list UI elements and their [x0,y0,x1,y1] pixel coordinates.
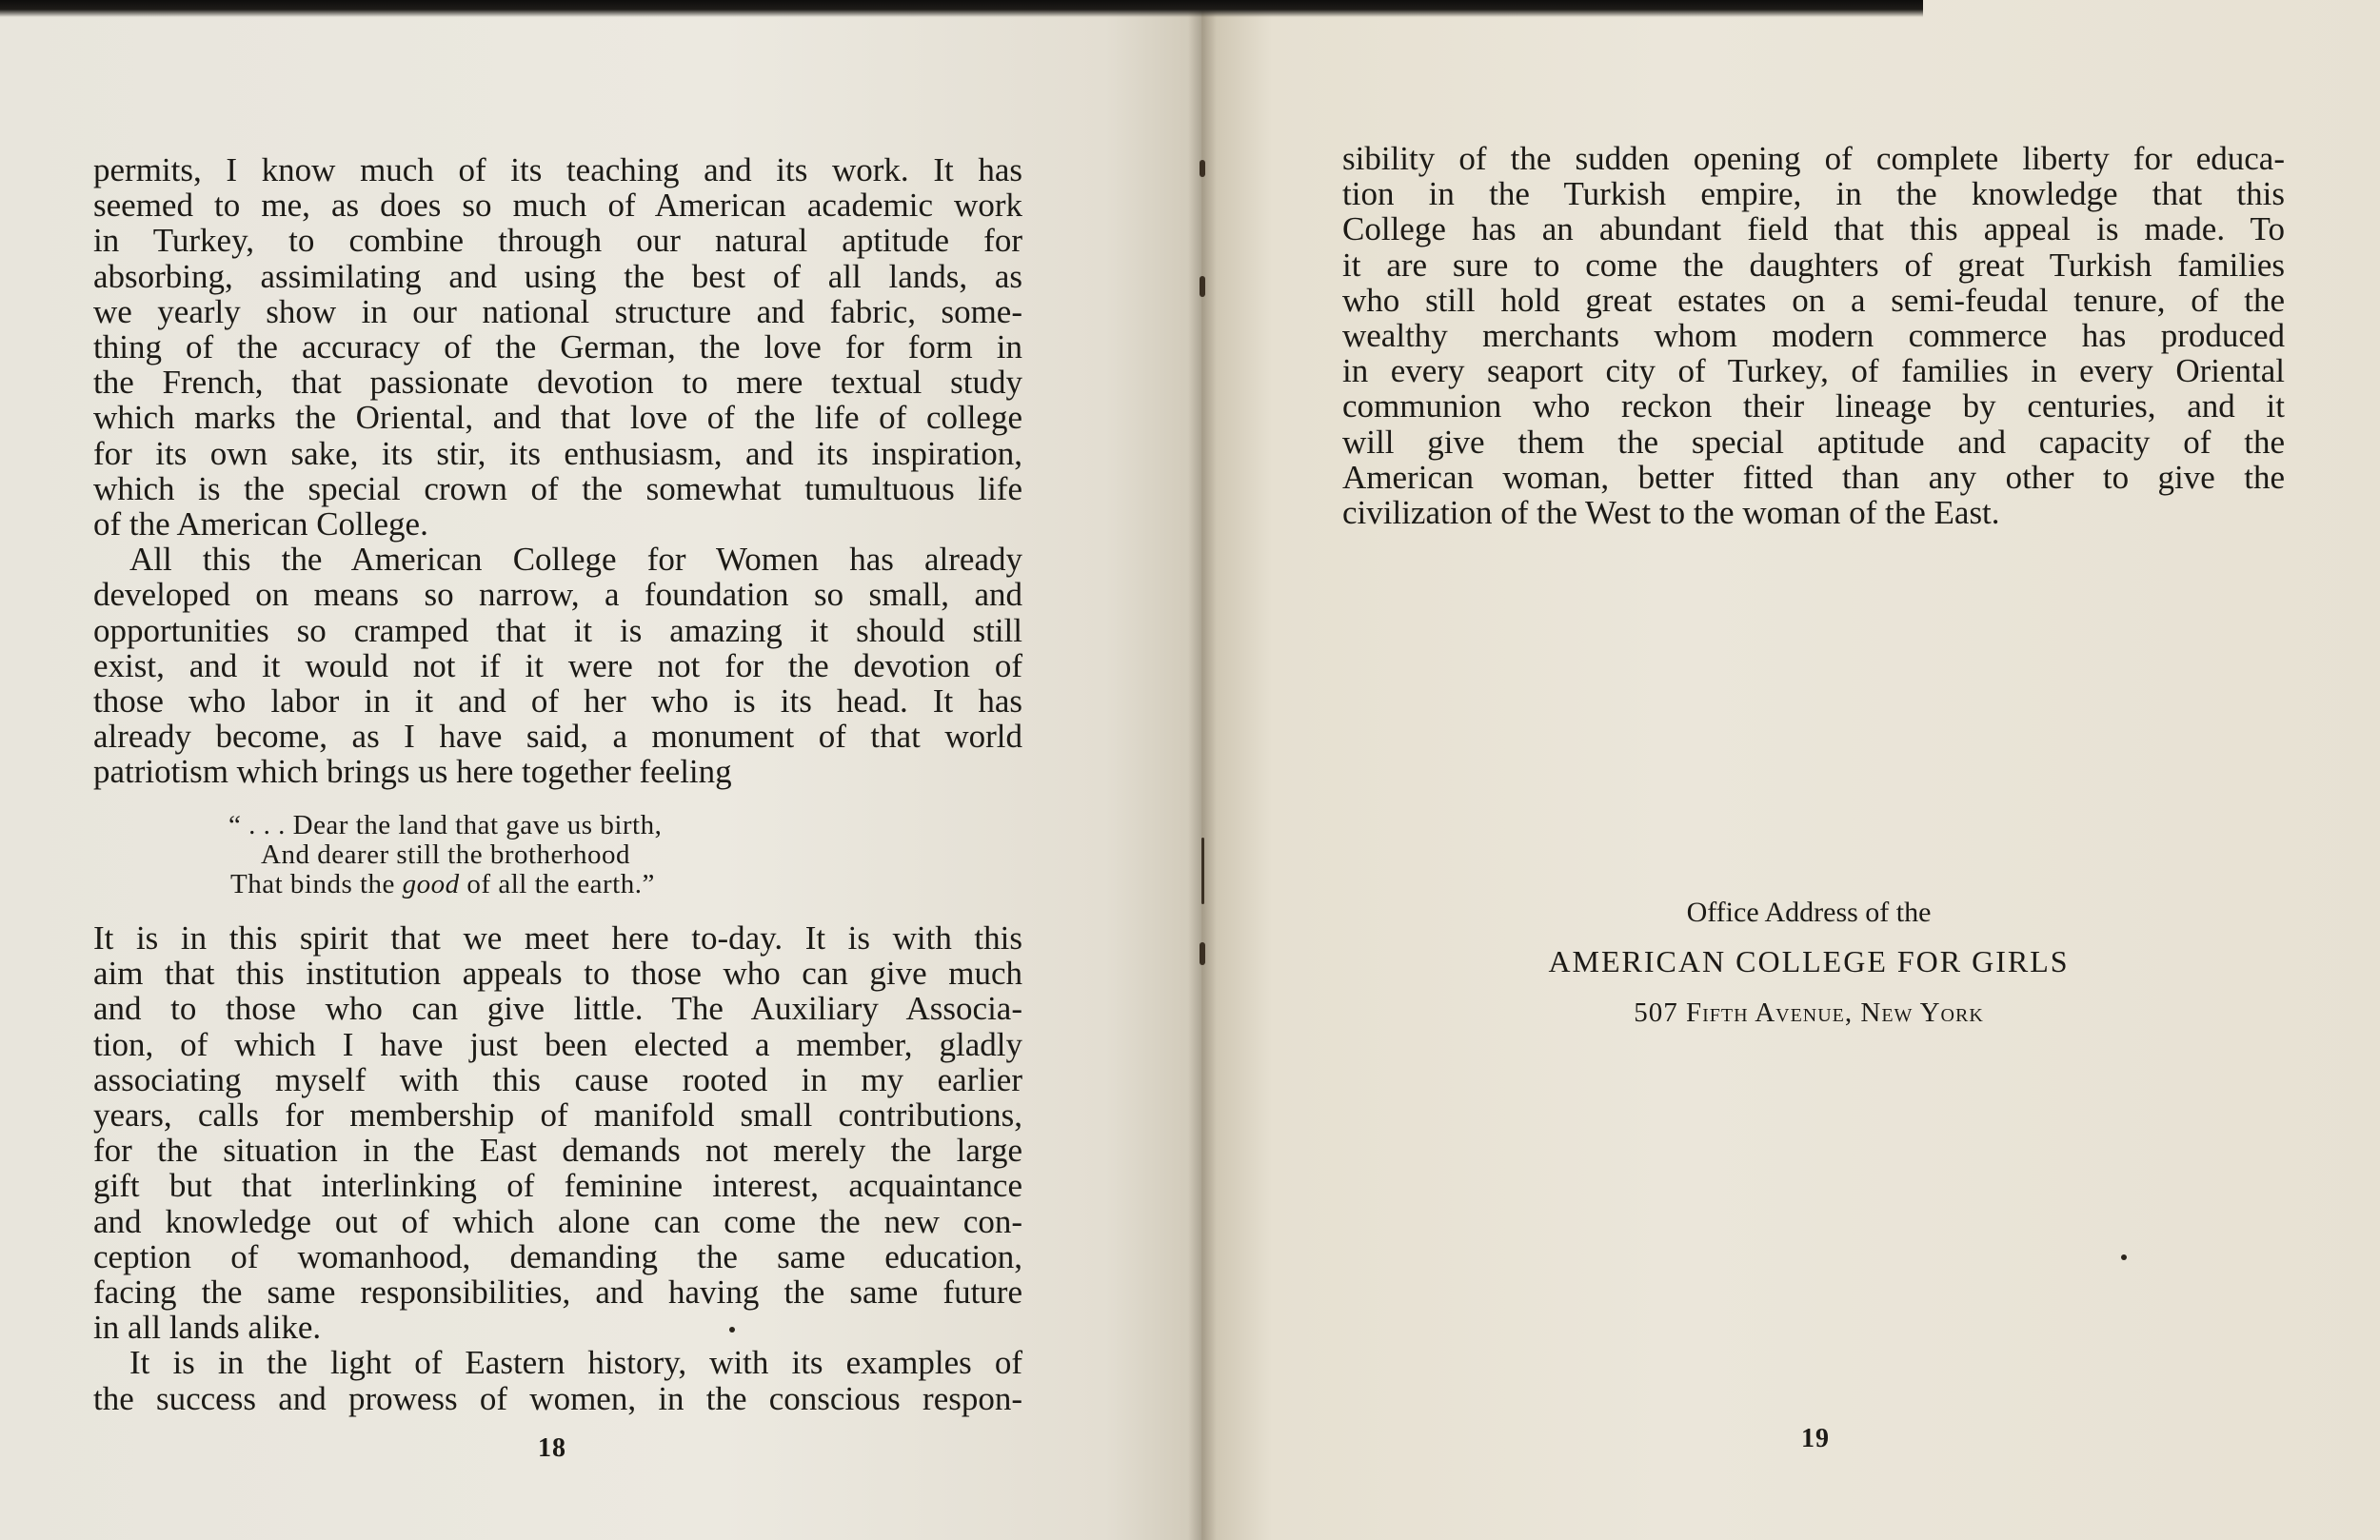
text-line: it are sure to come the daughters of great Turkish families [1342,246,2285,284]
verse-line: And dearer still the brotherhood [261,839,631,870]
text-line: facing the same responsibilities, and having the same future [93,1273,1022,1312]
text-line: thing of the accuracy of the German, the love for form in [93,328,1022,366]
text-line: patriotism which brings us here together feeling [93,753,732,791]
text-line: the success and prowess of women, in the conscious respon- [93,1379,1022,1417]
text-line: for its own sake, its stir, its enthusiasm, and its inspiration, [93,434,1022,472]
text-line: permits, I know much of its teaching and its work. It has [93,151,1022,188]
text-line: wealthy merchants whom modern commerce has produced [1342,317,2285,355]
text-line: in Turkey, to combine through our natural aptitude for [93,222,1022,260]
paper-speck [2121,1254,2127,1260]
text-line: absorbing, assimilating and using the best of all lands, as [93,257,1022,295]
text-line: of the American College. [93,505,428,543]
text-line: seemed to me, as does so much of American academic work [93,187,1022,225]
paragraph-3 [93,920,1022,1345]
text-line: in all lands alike. [93,1309,322,1347]
text-line: which is the special crown of the somewhat tumultuous life [93,469,1022,507]
text-line: years, calls for membership of manifold small contributions, [93,1096,1022,1135]
left-page-body-continued [93,920,1022,1416]
verse-line: That binds the good of all the earth.” [230,869,655,899]
text-line: tion in the Turkish empire, in the knowledge that this [1342,175,2285,213]
text-line: gift but that interlinking of feminine interest, acquaintance [93,1167,1022,1205]
text-line: College has an abundant field that this appeal is made. To [1342,210,2285,248]
text-line: tion, of which I have just been elected a member, gladly [93,1025,1022,1063]
text-line: and knowledge out of which alone can come the new con- [93,1202,1022,1240]
text-line: associating myself with this cause rooted in my earlier [93,1060,1022,1098]
text-line: already become, as I have said, a monument of that world [93,718,1022,756]
text-line: which marks the Oriental, and that love of the life of college [93,399,1022,437]
paragraph-4 [93,1345,1022,1415]
left-page-body [93,152,1022,790]
street-address: 507 Fifth Avenue, New York [1634,997,1984,1028]
text-line: developed on means so narrow, a foundation so small, and [93,576,1022,614]
quoted-verse [228,811,952,899]
paper-speck [729,1327,735,1333]
institution-name: AMERICAN COLLEGE FOR GIRLS [1548,944,2070,978]
right-page [1201,0,2380,1540]
binding-stitch [1200,276,1205,297]
page-number-left: 18 [538,1433,566,1463]
text-line: for the situation in the East demands not merely the large [93,1132,1022,1170]
text-line: the French, that passionate devotion to mere textual study [93,364,1022,402]
text-line: those who labor in it and of her who is its head. It has [93,682,1022,721]
paragraph-1 [93,152,1022,542]
text-line: in every seaport city of Turkey, of families in every Oriental [1342,352,2285,390]
text-line: exist, and it would not if it were not for the devotion of [93,646,1022,684]
top-edge-shadow [0,0,1923,17]
text-line: who still hold great estates on a semi-feudal tenure, of the [1342,281,2285,319]
page-number-right: 19 [1801,1424,1830,1453]
text-line: civilization of the West to the woman of the East. [1342,494,2000,532]
text-line: It is in this spirit that we meet here to-day. It is with this [93,919,1022,957]
binding-stitch [1200,942,1205,965]
text-line: communion who reckon their lineage by centuries, and it [1342,387,2285,425]
text-line: opportunities so cramped that it is amazing it should still [93,611,1022,649]
text-line: we yearly show in our national structure and fabric, some- [93,292,1022,330]
binding-stitch [1201,838,1204,904]
address-label: Office Address of the [1686,897,1932,928]
binding-stitch [1200,160,1205,177]
italic-word: good [402,869,460,899]
text-line: will give them the special aptitude and capacity of the [1342,423,2285,461]
text-line: It is in the light of Eastern history, with its examples of [129,1344,1022,1382]
paragraph-2 [93,542,1022,789]
text-line: All this the American College for Women has already [129,541,1022,579]
text-line: aim that this institution appeals to those who can give much [93,955,1022,993]
text-line: ception of womanhood, demanding the same education, [93,1237,1022,1275]
right-page-body [1342,141,2285,530]
text-line: American woman, better fitted than any other to give the [1342,458,2285,496]
verse-line: “ . . . Dear the land that gave us birth, [228,810,663,840]
book-gutter [1188,0,1217,1540]
text-line: and to those who can give little. The Auxiliary Associa- [93,990,1022,1028]
text-line: sibility of the sudden opening of complete liberty for educa- [1342,140,2285,177]
